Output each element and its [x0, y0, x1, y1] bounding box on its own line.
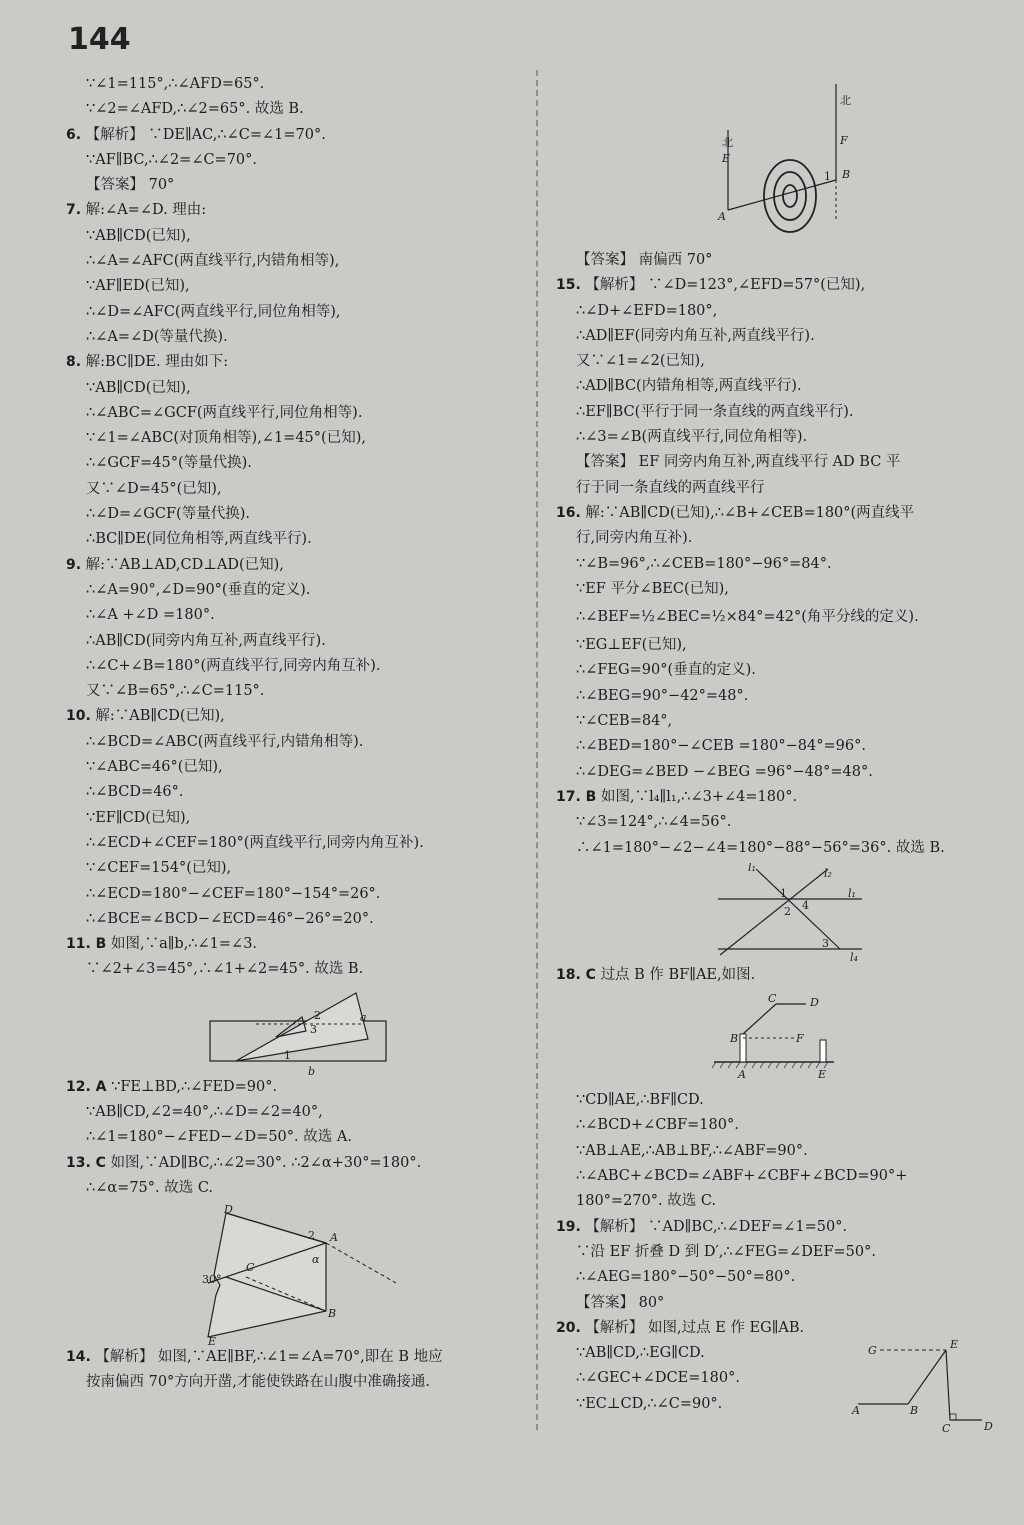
text-line — [66, 1151, 528, 1176]
line-text: ∴AD∥EF(同旁内角互补,两直线平行). — [576, 327, 815, 344]
svg-text:1: 1 — [780, 886, 787, 900]
text-line — [556, 425, 1006, 450]
svg-text:E: E — [208, 1335, 217, 1346]
line-text: ∴∠ABC+∠BCD=∠ABF+∠CBF+∠BCD=90°+ — [576, 1168, 908, 1185]
text-line — [66, 806, 528, 831]
figure-18 — [706, 992, 1006, 1088]
text-line — [556, 633, 1006, 658]
text-line — [66, 882, 528, 907]
text-line — [66, 578, 528, 603]
line-text: ∴∠BCE=∠BCD−∠ECD=46°−26°=20°. — [86, 910, 374, 927]
line-text: 【答案】 70° — [86, 177, 175, 194]
svg-text:a: a — [360, 1010, 367, 1024]
text-line — [66, 831, 528, 856]
line-text: 过点 B 作 BF∥AE,如图. — [600, 966, 756, 983]
text-line — [556, 476, 1006, 501]
text-line — [556, 1113, 1006, 1138]
svg-text:D: D — [224, 1205, 233, 1217]
text-line — [66, 148, 528, 173]
line-text: 【解析】 如图,∵AE∥BF,∴∠1=∠A=70°,即在 B 地应 — [95, 1349, 443, 1366]
text-line — [66, 907, 528, 932]
line-text: ∵∠CEB=84°, — [576, 713, 673, 730]
line-text: ∴EF∥BC(平行于同一条直线的两直线平行). — [576, 403, 854, 420]
line-text: 按南偏西 70°方向开凿,才能使铁路在山腹中准确接通. — [86, 1374, 431, 1391]
text-line — [66, 1125, 528, 1150]
line-text: ∵EF∥CD(已知), — [86, 809, 191, 826]
text-line — [556, 1265, 1006, 1290]
problem-number: 17. B — [556, 788, 597, 805]
line-text: 【答案】 80° — [576, 1294, 665, 1311]
problem-number: 9. — [66, 556, 82, 573]
text-line — [556, 1240, 1006, 1265]
text-line — [66, 72, 528, 97]
svg-text:2: 2 — [314, 1008, 321, 1022]
problem-number: 16. — [556, 504, 581, 521]
svg-text:B: B — [910, 1404, 919, 1417]
svg-text:1: 1 — [284, 1048, 291, 1062]
text-line — [556, 684, 1006, 709]
text-line — [66, 376, 528, 401]
text-line — [66, 755, 528, 780]
text-line — [66, 451, 528, 476]
line-text: ∴∠A +∠D =180°. — [86, 607, 215, 624]
line-text: ∵∠3=124°,∴∠4=56°. — [576, 814, 732, 831]
text-line — [556, 450, 1006, 475]
line-text: ∴∠BCD=∠ABC(两直线平行,内错角相等). — [86, 733, 364, 750]
line-text: ∴∠BED=180°−∠CEB =180°−84°=96°. — [576, 738, 866, 755]
svg-text:D: D — [984, 1420, 993, 1433]
text-line — [66, 300, 528, 325]
line-text: ∴∠A=∠AFC(两直线平行,内错角相等), — [86, 253, 340, 270]
text-line — [66, 527, 528, 552]
column-divider — [536, 70, 538, 1430]
line-text: ∴∠D=∠GCF(等量代换). — [86, 506, 250, 523]
line-text: 【解析】 ∵AD∥BC,∴∠DEF=∠1=50°. — [585, 1218, 848, 1235]
line-text: 【答案】 EF 同旁内角互补,两直线平行 AD BC 平 — [576, 454, 901, 471]
svg-text:C: C — [768, 992, 777, 1006]
svg-text:B: B — [730, 1032, 739, 1046]
text-line — [66, 1345, 528, 1370]
line-text: ∵AB∥CD,∠2=40°,∴∠D=∠2=40°, — [86, 1103, 323, 1120]
line-text: 解:∵AB∥CD(已知),∴∠B+∠CEB=180°(两直线平 — [585, 504, 915, 521]
text-line — [556, 324, 1006, 349]
text-line — [556, 1189, 1006, 1214]
svg-text:A: A — [718, 210, 726, 223]
svg-text:3: 3 — [310, 1022, 317, 1036]
line-text: ∵AB⊥AE,∴AB⊥BF,∴∠ABF=90°. — [576, 1142, 808, 1159]
text-line — [556, 374, 1006, 399]
line-text: ∵∠1=∠ABC(对顶角相等),∠1=45°(已知), — [86, 430, 366, 447]
figure-11 — [206, 987, 528, 1075]
line-text: ∵EG⊥EF(已知), — [576, 637, 687, 654]
line-text: ∵∠B=96°,∴∠CEB=180°−96°=84°. — [576, 555, 832, 572]
text-line — [556, 299, 1006, 324]
line-text: ∵AB∥CD(已知), — [86, 227, 191, 244]
text-line — [66, 249, 528, 274]
line-text: ∴∠ABC=∠GCF(两直线平行,同位角相等). — [86, 404, 363, 421]
line-text: ∴BC∥DE(同位角相等,两直线平行). — [86, 531, 312, 548]
text-line — [66, 957, 528, 982]
svg-text:北: 北 — [722, 136, 733, 149]
svg-text:E: E — [950, 1338, 959, 1351]
text-line — [66, 502, 528, 527]
line-text: ∴∠BEG=90°−42°=48°. — [576, 687, 749, 704]
line-text: ∵EC⊥CD,∴∠C=90°. — [576, 1395, 723, 1412]
text-line — [66, 426, 528, 451]
text-line — [66, 274, 528, 299]
line-text: ∵EF 平分∠BEC(已知), — [576, 580, 729, 597]
problem-number: 8. — [66, 354, 82, 371]
svg-text:F: F — [796, 1032, 804, 1046]
line-text: ∴∠BCD+∠CBF=180°. — [576, 1117, 739, 1134]
problem-number: 11. B — [66, 936, 107, 953]
text-line — [556, 526, 1006, 551]
svg-text:E: E — [722, 152, 731, 165]
text-line — [66, 198, 528, 223]
svg-text:3: 3 — [822, 936, 829, 950]
problem-number: 13. C — [66, 1154, 106, 1171]
text-line — [556, 248, 1006, 273]
text-line — [66, 1370, 528, 1395]
line-text: 【答案】 南偏西 70° — [576, 252, 713, 268]
svg-text:北: 北 — [840, 94, 851, 107]
line-text: ∵CD∥AE,∴BF∥CD. — [576, 1092, 704, 1109]
problem-number: 7. — [66, 202, 82, 219]
line-text: ∴∠BEF=½∠BEC=½×84°=42°(角平分线的定义). — [576, 609, 919, 626]
line-text: ∵FE⊥BD,∴∠FED=90°. — [111, 1078, 278, 1095]
line-text: ∴∠1=180°−∠FED−∠D=50°. 故选 A. — [86, 1129, 352, 1146]
line-text: ∴∠GEC+∠DCE=180°. — [576, 1370, 740, 1387]
figure-20 — [846, 1338, 996, 1434]
line-text: 解:∵AB⊥AD,CD⊥AD(已知), — [85, 556, 284, 573]
line-text: 【解析】 ∵DE∥AC,∴∠C=∠1=70°. — [85, 126, 326, 143]
text-line — [556, 1291, 1006, 1316]
problem-number: 12. A — [66, 1078, 107, 1095]
line-text: 行,同旁内角互补). — [576, 530, 693, 547]
text-line — [66, 350, 528, 375]
text-line — [66, 932, 528, 957]
svg-text:A: A — [330, 1231, 338, 1245]
text-line — [556, 836, 1006, 861]
svg-text:B: B — [328, 1307, 337, 1321]
line-text: 【解析】 ∵∠D=123°,∠EFD=57°(已知), — [585, 277, 866, 294]
line-text: ∴∠D+∠EFD=180°, — [576, 302, 718, 319]
line-text: ∴∠3=∠B(两直线平行,同位角相等). — [576, 429, 808, 446]
text-line — [66, 1176, 528, 1201]
line-text: ∴∠ECD=180°−∠CEF=180°−154°=26°. — [86, 885, 381, 902]
figure-14 — [716, 80, 1006, 248]
line-text: 如图,∵AD∥BC,∴∠2=30°. ∴2∠α+30°=180°. — [110, 1154, 422, 1171]
line-text: 行于同一条直线的两直线平行 — [576, 479, 765, 496]
line-text: 解:∠A=∠D. 理由: — [85, 202, 207, 219]
line-text: ∵∠1=115°,∴∠AFD=65°. — [86, 76, 265, 92]
line-text: ∴∠A=∠D(等量代换). — [86, 328, 228, 345]
svg-text:1: 1 — [824, 170, 831, 183]
text-line — [556, 1215, 1006, 1240]
svg-text:2: 2 — [784, 904, 791, 918]
svg-text:A: A — [852, 1404, 860, 1417]
line-text: ∴∠α=75°. 故选 C. — [86, 1179, 214, 1196]
line-text: ∴∠FEG=90°(垂直的定义). — [576, 662, 756, 679]
svg-text:l₁: l₁ — [848, 886, 856, 900]
text-line — [556, 785, 1006, 810]
text-line — [66, 401, 528, 426]
text-line — [556, 577, 1006, 602]
svg-text:α: α — [312, 1253, 320, 1267]
text-line — [66, 856, 528, 881]
line-text: ∴∠C+∠B=180°(两直线平行,同旁内角互补). — [86, 657, 381, 674]
line-text: ∵AB∥CD,∴EG∥CD. — [576, 1345, 705, 1362]
line-text: ∴∠D=∠AFC(两直线平行,同位角相等), — [86, 303, 341, 320]
svg-text:C: C — [246, 1261, 255, 1275]
figure-17 — [706, 863, 1006, 963]
problem-number: 18. C — [556, 966, 596, 983]
line-text: ∴∠GCF=45°(等量代换). — [86, 455, 252, 472]
svg-text:l₄: l₄ — [850, 950, 858, 963]
right-text-block — [556, 248, 1006, 861]
svg-text:G: G — [868, 1344, 877, 1357]
left-text-block-b — [66, 1075, 528, 1201]
line-text: ∴∠A=90°,∠D=90°(垂直的定义). — [86, 581, 311, 598]
line-text: ∵AF∥BC,∴∠2=∠C=70°. — [86, 151, 258, 168]
line-text: ∵∠CEF=154°(已知), — [86, 860, 232, 877]
text-line — [556, 760, 1006, 785]
text-line — [66, 679, 528, 704]
right-column — [556, 72, 1006, 1417]
text-line — [556, 552, 1006, 577]
line-text: ∵∠2=∠AFD,∴∠2=65°. 故选 B. — [86, 101, 304, 118]
text-line — [556, 400, 1006, 425]
problem-number: 6. — [66, 126, 82, 143]
line-text: ∵∠ABC=46°(已知), — [86, 759, 223, 776]
line-text: ∴∠DEG=∠BED −∠BEG =96°−48°=48°. — [576, 763, 873, 780]
text-line — [66, 704, 528, 729]
line-text: ∴AD∥BC(内错角相等,两直线平行). — [576, 378, 802, 395]
text-line — [556, 349, 1006, 374]
text-line — [66, 553, 528, 578]
problem-number: 20. — [556, 1319, 581, 1336]
problem-number: 10. — [66, 708, 91, 725]
line-text: 解:BC∥DE. 理由如下: — [85, 354, 229, 371]
line-text: 如图,∵a∥b,∴∠1=∠3. — [110, 936, 258, 953]
text-line — [556, 602, 1006, 633]
line-text: 180°=270°. 故选 C. — [576, 1193, 717, 1210]
svg-text:D: D — [810, 996, 819, 1010]
svg-text:2: 2 — [308, 1229, 315, 1243]
text-line — [66, 780, 528, 805]
text-line — [556, 963, 1006, 988]
line-text: 又∵∠1=∠2(已知), — [576, 353, 705, 370]
line-text: ∴AB∥CD(同旁内角互补,两直线平行). — [86, 632, 326, 649]
left-column — [66, 72, 528, 1396]
text-line — [556, 709, 1006, 734]
svg-text:E: E — [818, 1068, 827, 1082]
text-line — [556, 1088, 1006, 1113]
line-text: ∵AB∥CD(已知), — [86, 379, 191, 396]
line-text: ∴∠1=180°−∠2−∠4=180°−88°−56°=36°. 故选 B. — [576, 839, 945, 856]
text-line — [556, 658, 1006, 683]
svg-text:A: A — [738, 1068, 746, 1082]
left-text-block — [66, 72, 528, 983]
text-line — [556, 734, 1006, 759]
svg-text:b: b — [308, 1064, 316, 1075]
line-text: ∴∠ECD+∠CEF=180°(两直线平行,同旁内角互补). — [86, 834, 424, 851]
problem-number: 19. — [556, 1218, 581, 1235]
text-line — [66, 1075, 528, 1100]
line-text: ∵AF∥ED(已知), — [86, 278, 190, 295]
line-text: 又∵∠D=45°(已知), — [86, 480, 222, 497]
text-line — [66, 173, 528, 198]
left-text-block-c — [66, 1345, 528, 1396]
text-line — [66, 477, 528, 502]
svg-text:B: B — [842, 168, 851, 181]
text-line — [556, 810, 1006, 835]
line-text: ∴∠BCD=46°. — [86, 784, 184, 801]
text-line — [66, 654, 528, 679]
line-text: ∴∠AEG=180°−50°−50°=80°. — [576, 1269, 796, 1286]
text-line — [556, 1139, 1006, 1164]
figure-13 — [186, 1205, 528, 1345]
svg-text:30°: 30° — [202, 1273, 222, 1287]
text-line — [66, 730, 528, 755]
text-line — [556, 273, 1006, 298]
svg-text:4: 4 — [802, 898, 809, 912]
text-line — [556, 501, 1006, 526]
text-line — [556, 1164, 1006, 1189]
text-line — [66, 1100, 528, 1125]
problem-number: 15. — [556, 277, 581, 294]
text-line — [66, 123, 528, 148]
line-text: 【解析】 如图,过点 E 作 EG∥AB. — [585, 1319, 805, 1336]
svg-text:l₁: l₁ — [748, 862, 756, 874]
text-line — [66, 325, 528, 350]
svg-text:C: C — [942, 1422, 951, 1434]
text-line — [66, 603, 528, 628]
line-text: 如图,∵l₄∥l₁,∴∠3+∠4=180°. — [600, 788, 798, 805]
line-text: ∵∠2+∠3=45°,∴∠1+∠2=45°. 故选 B. — [86, 961, 364, 978]
line-text: ∵沿 EF 折叠 D 到 D′,∴∠FEG=∠DEF=50°. — [576, 1243, 876, 1260]
text-line — [66, 97, 528, 122]
right-text-block-b — [556, 963, 1006, 988]
line-text: 解:∵AB∥CD(已知), — [95, 708, 225, 725]
svg-text:l₂: l₂ — [824, 866, 832, 880]
problem-number: 14. — [66, 1349, 91, 1366]
text-line — [66, 224, 528, 249]
svg-text:F: F — [840, 134, 848, 147]
line-text: 又∵∠B=65°,∴∠C=115°. — [86, 683, 265, 700]
text-line — [66, 629, 528, 654]
page-number: 144 — [68, 22, 131, 57]
